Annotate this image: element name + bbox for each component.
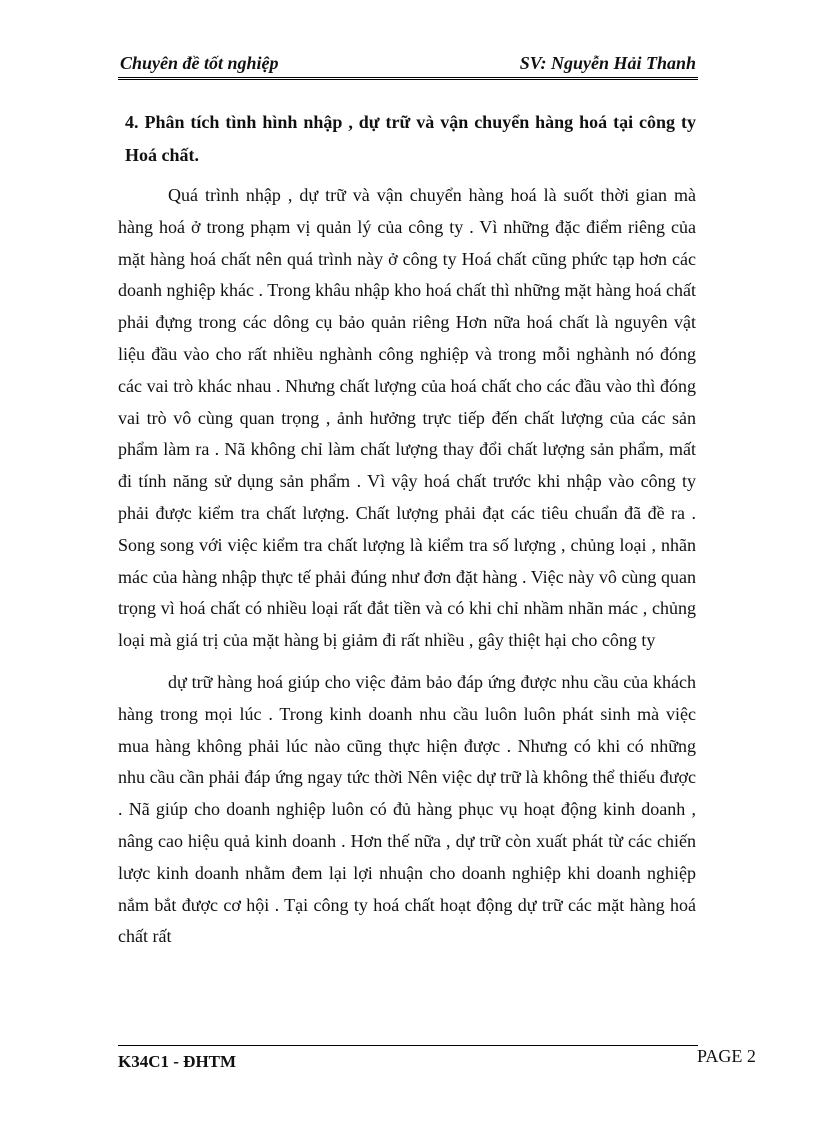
page-body — [118, 106, 696, 953]
page-header — [118, 51, 698, 80]
header-title: Chuyên đề tốt nghiệp — [120, 53, 279, 73]
footer-divider — [118, 1045, 698, 1046]
paragraph-import-process: Quá trình nhập , dự trữ và vận chuyển hàng hoá là suốt thời gian mà hàng hoá ở trong phạm vị quản lý của công ty . Vì những đặc điểm riêng của mặt hàng hoá chất nên quá trình này ở công ty Hoá chất cũng phức tạp hơn các doanh nghiệp khác . Trong khâu nhập kho hoá chất thì những mặt hàng hoá chất phải đựng trong các dông cụ bảo quản riêng Hơn nữa hoá chất là nguyên vật liệu đầu vào cho rất nhiều nghành công nghiệp và trong mỗi nghành nó đóng các vai trò khác nhau . Nhưng chất lượng của hoá chất cho các đầu vào thì đóng vai trò vô cùng quan trọng , ảnh hưởng trực tiếp đến chất lượng của các sản phẩm làm ra . Nã không chỉ làm chất lượng thay đổi chất lượng sản phẩm, mất đi tính năng sử dụng sản phẩm . Vì vậy hoá chất trước khi nhập vào công ty phải được kiểm tra chất lượng. Chất lượng phải đạt các tiêu chuẩn đã đề ra . Song song với việc kiểm tra chất lượng là kiểm tra số lượng , chủng loại , nhãn mác của hàng nhập thực tế phải đúng như đơn đặt hàng . Việc này vô cùng quan trọng vì hoá chất có nhiều loại rất đắt tiền và có khi chỉ nhầm nhãn mác , chủng loại mà giá trị của mặt hàng bị giảm đi rất nhiều , gây thiệt hại cho công ty — [118, 185, 696, 651]
footer-class-code: K34C1 - ĐHTM — [118, 1052, 237, 1071]
header-author: SV: Nguyễn Hải Thanh — [519, 53, 696, 73]
page-number: PAGE 2 — [697, 1046, 756, 1066]
paragraph-reserve: dự trữ hàng hoá giúp cho việc đảm bảo đáp ứng được nhu cầu của khách hàng trong mọi lúc . Trong kinh doanh nhu cầu luôn luôn phát sinh mà việc mua hàng không phải lúc nào cũng thực hiện được . Nhưng có khi có những nhu cầu cần phải đáp ứng ngay tức thời Nên việc dự trữ là không thể thiếu được . Nã giúp cho doanh nghiệp luôn có đủ hàng phục vụ hoạt động kinh doanh , nâng cao hiệu quả kinh doanh . Hơn thế nữa , dự trữ còn xuất phát từ các chiến lược kinh doanh nhằm đem lại lợi nhuận cho doanh nghiệp khi doanh nghiệp nắm bắt được cơ hội . Tại công ty hoá chất hoạt động dự trữ các mặt hàng hoá chất rất — [118, 671, 696, 947]
section-heading: 4. Phân tích tình hình nhập , dự trữ và vận chuyển hàng hoá tại công ty Hoá chất. — [125, 112, 696, 165]
